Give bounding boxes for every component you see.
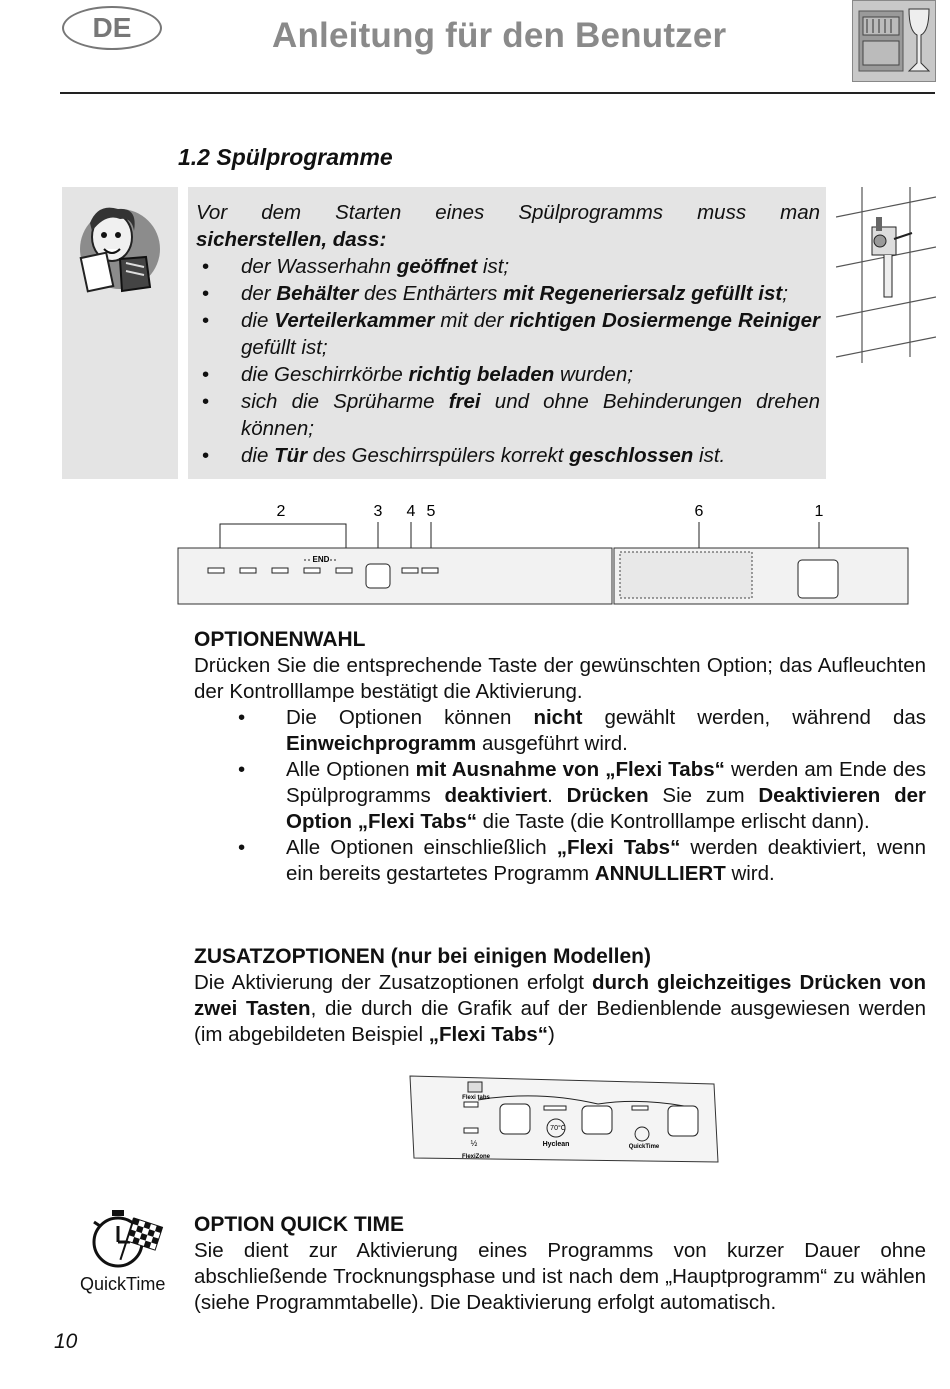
list-item: • die Tür des Geschirrspülers korrekt geschlossen ist.	[196, 442, 820, 469]
zusatzoptionen-heading: ZUSATZOPTIONEN (nur bei einigen Modellen)	[194, 945, 651, 968]
assistant-character-icon	[62, 197, 178, 327]
temperature-label: 70°C	[550, 1125, 566, 1132]
list-item: • Die Optionen können nicht gewählt werden, während das Einweichprogramm ausgeführt wird.	[194, 705, 926, 757]
water-tap-illustration	[836, 187, 936, 367]
panel-label-5: 5	[426, 503, 436, 520]
panel-label-3: 3	[373, 503, 383, 520]
header-rule	[60, 92, 935, 94]
panel-label-2: 2	[276, 503, 286, 520]
option-panel-diagram	[408, 1072, 720, 1164]
panel-label-4: 4	[406, 503, 416, 520]
list-item: • Alle Optionen mit Ausnahme von „Flexi Tabs“ werden am Ende des Spülprogramms deaktiviert. Drücken Sie zum Deaktivieren der Option „Flexi Tabs“ die Taste (die Kontrolllampe erlischt dann).	[194, 757, 926, 835]
dishwasher-thumbnail-icon	[852, 0, 936, 82]
list-item: • sich die Sprüharme frei und ohne Behinderungen drehen können;	[196, 388, 820, 442]
hyclean-label: Hyclean	[542, 1141, 570, 1148]
list-item: • der Wasserhahn geöffnet ist;	[196, 253, 820, 280]
note-sidebar	[62, 187, 178, 479]
quicktime-text: Sie dient zur Aktivierung eines Programms von kurzer Dauer ohne abschließende Trocknungsphase und ist nach dem „Hauptprogramm“ zu wählen (siehe Programmtabelle). Die Deaktivierung erfolgt automatisch.	[194, 1239, 926, 1314]
panel-label-1: 1	[814, 503, 824, 520]
note-list	[196, 253, 820, 469]
page-number: 10	[54, 1330, 78, 1353]
flexizone-label: FlexiZone	[461, 1154, 491, 1160]
optionenwahl-text: Drücken Sie die entsprechende Taste der gewünschten Option; das Aufleuchten der Kontrolllampe bestätigt die Aktivierung.	[194, 654, 926, 703]
list-item: • die Verteilerkammer mit der richtigen Dosiermenge Reiniger gefüllt ist;	[196, 307, 820, 361]
flexi-tabs-label: Flexi tabs	[462, 1095, 490, 1101]
note-intro-2: sicherstellen, dass:	[196, 228, 387, 251]
zusatzoptionen-text: Die Aktivierung der Zusatzoptionen erfolgt durch gleichzeitiges Drücken von zwei Tasten, die durch die Grafik auf der Bedienblende ausgewiesen werden (im abgebildeten Beispiel „Flexi Tabs“)	[194, 971, 927, 1046]
list-item: • die Geschirrkörbe richtig beladen wurden;	[196, 361, 820, 388]
control-panel-diagram	[176, 498, 910, 608]
optionenwahl-heading: OPTIONENWAHL	[194, 628, 366, 651]
quicktime-icon-label: QuickTime	[80, 1274, 166, 1294]
quicktime-heading: OPTION QUICK TIME	[194, 1213, 404, 1236]
list-item: • Alle Optionen einschließlich „Flexi Tabs“ werden deaktiviert, wenn ein bereits gestartetes Programm ANNULLIERT wird.	[194, 835, 926, 887]
panel-label-6: 6	[694, 503, 704, 520]
half-load-label: ½	[470, 1139, 478, 1148]
zusatzoptionen-section	[194, 944, 926, 1048]
list-item: • der Behälter des Enthärters mit Regeneriersalz gefüllt ist;	[196, 280, 820, 307]
optionenwahl-section	[194, 627, 926, 887]
note-intro: Vor dem Starten eines Spülprogramms muss man	[196, 201, 820, 224]
document-title: Anleitung für den Benutzer	[272, 16, 727, 55]
section-title: 1.2 Spülprogramme	[178, 144, 393, 170]
quicktime-panel-label: QuickTime	[628, 1144, 660, 1150]
optionenwahl-list	[194, 705, 926, 887]
end-marker-label: END	[312, 555, 330, 564]
precheck-note	[188, 187, 826, 479]
quicktime-section	[194, 1212, 926, 1316]
language-badge: DE	[62, 6, 162, 50]
